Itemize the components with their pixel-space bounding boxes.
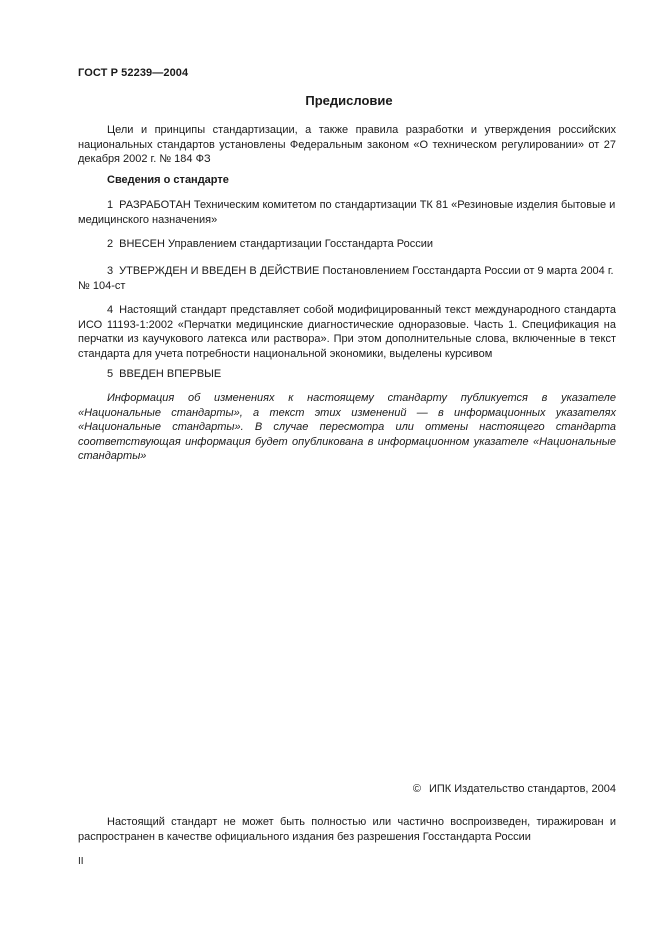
- list-item: [78, 367, 616, 382]
- item-number: 5: [107, 368, 114, 380]
- item-number: 4: [107, 304, 114, 316]
- item-number: 3: [107, 265, 114, 277]
- list-item: [78, 237, 616, 252]
- copyright-line: [413, 782, 616, 797]
- page-title: Предисловие: [305, 93, 393, 108]
- list-item: [78, 198, 616, 227]
- list-item: [78, 303, 616, 361]
- intro-paragraph: Цели и принципы стандартизации, а также правила разработки и утверждения российских национальных стандартов установлены Федеральным законом «О техническом регулировании» от 27 декабря 2002 г. № 184 ФЗ: [78, 124, 616, 165]
- reproduction-notice: Настоящий стандарт не может быть полностью или частично воспроизведен, тиражирован и распространен в качестве официального издания без разрешения Госстандарта России: [78, 816, 616, 843]
- copyright-symbol: ©: [412, 783, 421, 795]
- item-text: ВНЕСЕН Управлением стандартизации Госстандарта России: [119, 238, 434, 250]
- item-text: ВВЕДЕН ВПЕРВЫЕ: [119, 368, 222, 380]
- item-text: УТВЕРЖДЕН И ВВЕДЕН В ДЕЙСТВИЕ Постановлением Госстандарта России от 9 марта 2004 г. № 104-ст: [78, 265, 614, 292]
- item-text: Настоящий стандарт представляет собой модифицированный текст международного стандарта ИСО 11193-1:2002 «Перчатки медицинские диагностические одноразовые. Часть 1. Спецификация на перчатки из каучукового латекса или раствора». При этом дополнительные слова, включенные в текст стандарта для учета потребности национальной экономики, выделены курсивом: [78, 304, 616, 360]
- document-page: [78, 0, 616, 936]
- document-code: ГОСТ Р 52239—2004: [78, 67, 189, 79]
- info-note: Информация об изменениях к настоящему стандарту публикуется в указателе «Национальные стандарты», а текст этих изменений — в информационных указателях «Национальные стандарты». В случае пересмотра или отмены настоящего стандарта соответствующая информация будет опубликована в информационном указателе «Национальные стандарты»: [78, 392, 616, 462]
- copyright-text: ИПК Издательство стандартов, 2004: [428, 783, 616, 795]
- item-number: 1: [107, 199, 114, 211]
- section-heading: Сведения о стандарте: [107, 174, 229, 186]
- item-text: РАЗРАБОТАН Техническим комитетом по стандартизации ТК 81 «Резиновые изделия бытовые и медицинского назначения»: [78, 199, 616, 226]
- item-number: 2: [107, 238, 114, 250]
- page-number: II: [78, 856, 84, 867]
- list-item: [78, 264, 616, 293]
